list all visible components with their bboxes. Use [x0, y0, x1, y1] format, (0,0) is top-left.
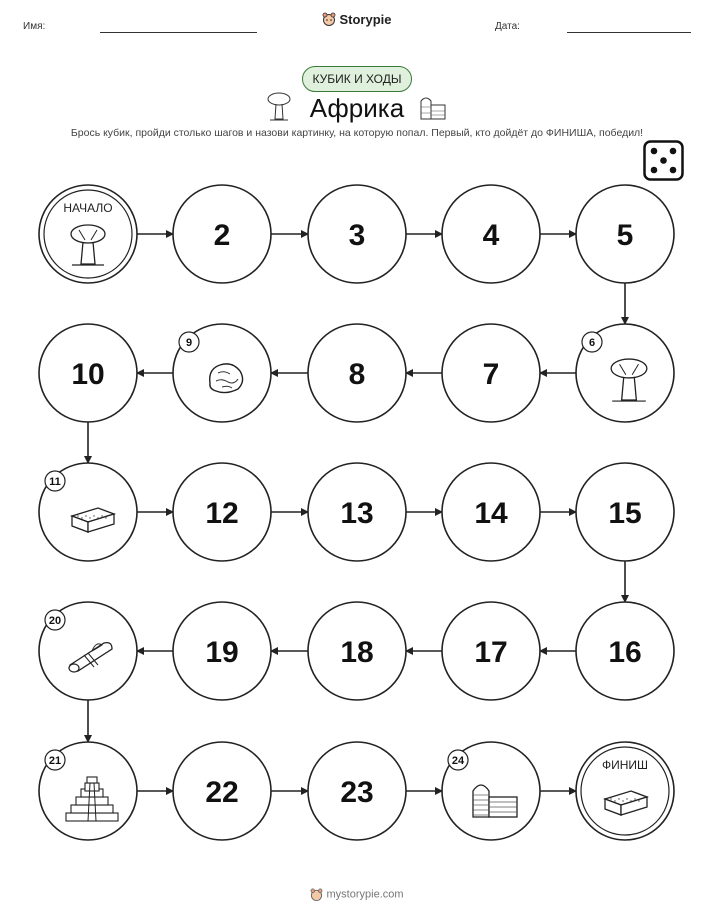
cell-number: 2	[213, 219, 231, 252]
cell-number: 4	[482, 219, 500, 252]
storypie-mascot-icon	[310, 888, 323, 901]
cell-number: 20	[48, 615, 62, 627]
cell-label: ФИНИШ	[601, 758, 649, 772]
board-cell-16[interactable]	[576, 602, 674, 700]
board-cell-2[interactable]	[173, 185, 271, 283]
cell-number: 10	[71, 358, 105, 391]
board-cell-11[interactable]	[39, 463, 137, 561]
board-cell-13[interactable]	[308, 463, 406, 561]
cell-number: 8	[348, 358, 366, 391]
cell-number: 7	[482, 358, 500, 391]
board-cell-1[interactable]	[39, 185, 137, 283]
board-cell-18[interactable]	[308, 602, 406, 700]
cell-number: 24	[451, 755, 465, 767]
cell-number: 11	[49, 476, 61, 488]
footer-site: mystorypie.com	[326, 888, 404, 901]
board-cell-8[interactable]	[308, 324, 406, 422]
cell-number: 5	[616, 219, 634, 252]
board-cell-10[interactable]	[39, 324, 137, 422]
cell-number: 13	[340, 497, 374, 530]
cell-number: 23	[340, 776, 374, 809]
board-cell-6[interactable]	[576, 324, 674, 422]
board-cell-21[interactable]	[39, 742, 137, 840]
board-cell-19[interactable]	[173, 602, 271, 700]
board-cell-23[interactable]	[308, 742, 406, 840]
board-cell-9[interactable]	[173, 324, 271, 422]
board-cell-7[interactable]	[442, 324, 540, 422]
board-cell-3[interactable]	[308, 185, 406, 283]
board-cell-5[interactable]	[576, 185, 674, 283]
board-cell-24[interactable]	[442, 742, 540, 840]
cell-number: 14	[474, 497, 508, 530]
cell-number: 3	[348, 219, 366, 252]
cell-number: 21	[48, 755, 62, 767]
board-cell-4[interactable]	[442, 185, 540, 283]
footer	[0, 888, 714, 901]
board-cell-20[interactable]	[39, 602, 137, 700]
board-cell-15[interactable]	[576, 463, 674, 561]
cell-number: 12	[205, 497, 239, 530]
cell-number: 9	[185, 337, 193, 349]
cell-label: НАЧАЛО	[63, 201, 113, 215]
board-cell-12[interactable]	[173, 463, 271, 561]
cell-number: 22	[205, 776, 239, 809]
instructions: Брось кубик, пройди столько шагов и назови картинку, на которую попал. Первый, кто дойдёт до ФИНИША, победил!	[70, 127, 644, 139]
cell-number: 15	[608, 497, 642, 530]
date-label: Дата:	[495, 21, 520, 32]
brand-name: Storypie	[339, 12, 392, 27]
cell-number: 19	[205, 636, 239, 669]
board-cell-14[interactable]	[442, 463, 540, 561]
name-label: Имя:	[23, 21, 46, 32]
board-cell-17[interactable]	[442, 602, 540, 700]
board-cell-22[interactable]	[173, 742, 271, 840]
cell-number: 6	[588, 337, 596, 349]
game-badge: КУБИК И ХОДЫ	[302, 66, 412, 92]
cell-number: 16	[608, 636, 642, 669]
board-cell-25[interactable]	[576, 742, 674, 840]
page-title: Африка	[309, 93, 405, 123]
cell-number: 18	[340, 636, 374, 669]
cell-number: 17	[474, 636, 508, 669]
